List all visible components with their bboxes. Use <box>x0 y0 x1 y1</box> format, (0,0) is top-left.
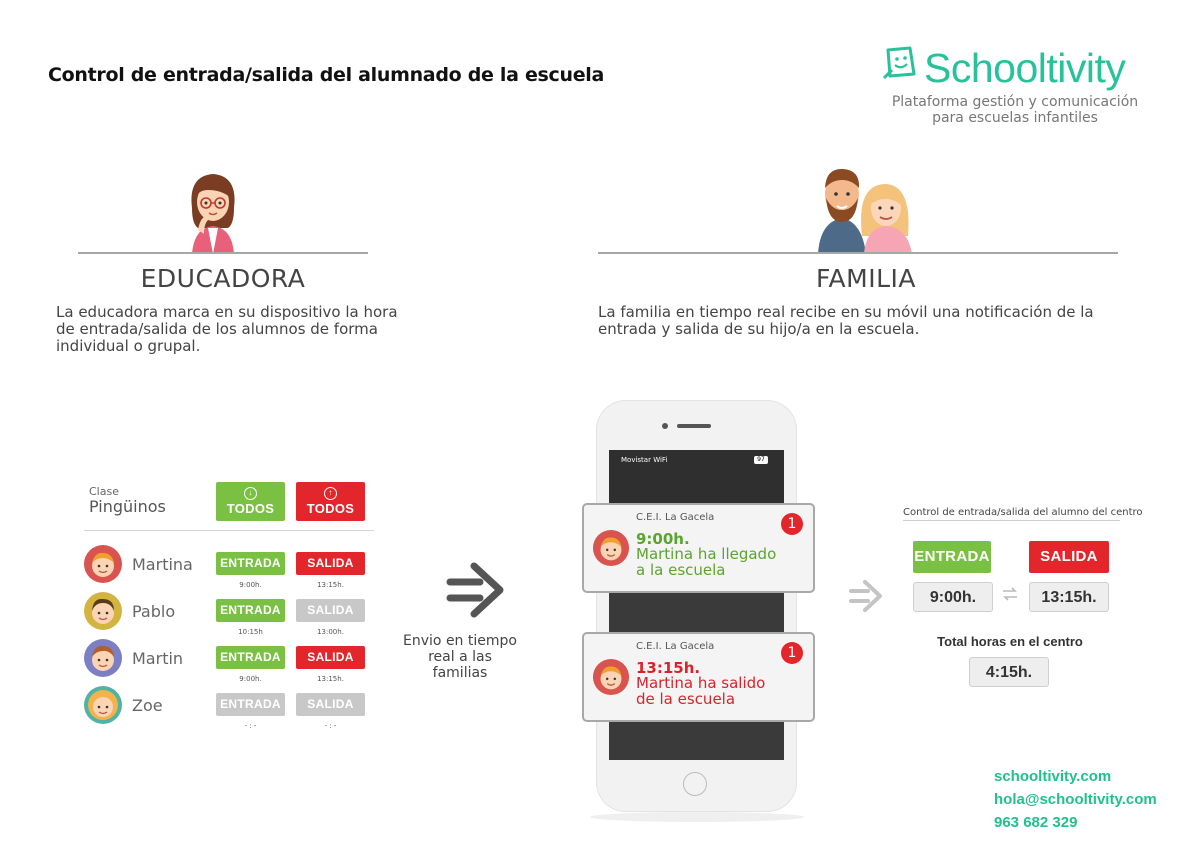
class-separator <box>84 530 374 531</box>
student-avatar <box>83 685 123 725</box>
arrow-up-icon: ↑ <box>324 487 337 500</box>
student-name: Pablo <box>132 602 176 621</box>
entry-button[interactable]: ENTRADA <box>216 599 285 622</box>
arrow-right-light-icon <box>848 578 884 614</box>
exit-time: 13:00h. <box>317 628 344 636</box>
summary-divider <box>903 520 1120 521</box>
carrier-label: Movistar WiFi <box>621 456 668 464</box>
exit-button[interactable]: SALIDA <box>296 599 365 622</box>
student-name: Martina <box>132 555 193 574</box>
educadora-description <box>56 304 416 355</box>
all-exit-button[interactable] <box>296 482 365 521</box>
exit-time: - : - <box>324 722 337 730</box>
educadora-desc-line: de entrada/salida de los alumnos de forma <box>56 320 378 338</box>
summary-title: Control de entrada/salida del alumno del centro <box>903 507 1143 518</box>
entry-time: - : - <box>244 722 257 730</box>
educadora-illustration <box>186 168 240 254</box>
all-entry-button[interactable] <box>216 482 285 521</box>
notification-line: Martina ha salido <box>636 674 766 692</box>
educadora-title: EDUCADORA <box>140 264 306 293</box>
exit-button[interactable]: SALIDA <box>296 646 365 669</box>
page-title: Control de entrada/salida del alumnado de la escuela <box>48 64 605 86</box>
notification-time: 13:15h. <box>636 659 701 677</box>
send-label-line: real a las familias <box>428 649 492 681</box>
brand-tagline <box>870 94 1160 126</box>
educadora-desc-line: individual o grupal. <box>56 337 201 355</box>
contact-email[interactable]: hola@schooltivity.com <box>994 791 1157 808</box>
entry-time: 10:15h <box>238 628 263 636</box>
notification-school: C.E.I. La Gacela <box>636 641 715 652</box>
familia-desc-line: entrada y salida de su hijo/a en la escuela. <box>598 320 920 338</box>
notification-line: a la escuela <box>636 561 726 579</box>
all-entry-label: TODOS <box>226 501 275 516</box>
arrow-down-icon: ↓ <box>244 487 257 500</box>
speaker-grille <box>677 424 711 428</box>
tagline-line-2: para escuelas infantiles <box>932 110 1098 126</box>
home-button[interactable] <box>683 772 707 796</box>
notification-school: C.E.I. La Gacela <box>636 512 715 523</box>
class-label: Clase <box>89 485 119 498</box>
summary-exit-label: SALIDA <box>1029 541 1109 573</box>
notification-time: 9:00h. <box>636 530 690 548</box>
schooltivity-logo-icon <box>880 44 920 84</box>
notification-message <box>636 675 796 707</box>
class-name: Pingüinos <box>89 497 166 516</box>
student-avatar <box>83 544 123 584</box>
brand-name: Schooltivity <box>924 45 1126 91</box>
camera-icon <box>662 423 668 429</box>
send-label-line: Envio en tiempo <box>403 633 517 649</box>
summary-entry-time: 9:00h. <box>913 582 993 612</box>
notification-line: Martina ha llegado <box>636 545 777 563</box>
student-avatar <box>83 591 123 631</box>
student-avatar <box>83 638 123 678</box>
familia-illustration <box>816 166 914 254</box>
contact-phone[interactable]: 963 682 329 <box>994 814 1078 831</box>
phone-shadow <box>590 812 804 822</box>
arrow-right-icon <box>446 560 506 620</box>
summary-exit-time: 13:15h. <box>1029 582 1109 612</box>
notification-exit[interactable] <box>582 632 815 722</box>
battery-icon: 97 <box>754 456 768 464</box>
notification-badge: 1 <box>781 642 803 664</box>
exit-time: 13:15h. <box>317 675 344 683</box>
exit-time: 13:15h. <box>317 581 344 589</box>
entry-button[interactable]: ENTRADA <box>216 552 285 575</box>
student-avatar <box>592 658 630 696</box>
notification-line: de la escuela <box>636 690 736 708</box>
total-hours-label: Total horas en el centro <box>937 634 1083 649</box>
educadora-divider <box>78 252 368 254</box>
notification-message <box>636 546 796 578</box>
tagline-line-1: Plataforma gestión y comunicación <box>891 94 1139 110</box>
entry-time: 9:00h. <box>239 581 262 589</box>
entry-button[interactable]: ENTRADA <box>216 693 285 716</box>
entry-time: 9:00h. <box>239 675 262 683</box>
student-name: Martin <box>132 649 184 668</box>
familia-desc-line: La familia en tiempo real recibe en su móvil una notificación de la <box>598 303 1094 321</box>
entry-button[interactable]: ENTRADA <box>216 646 285 669</box>
exit-button[interactable]: SALIDA <box>296 552 365 575</box>
summary-entry-label: ENTRADA <box>913 541 991 573</box>
contact-website[interactable]: schooltivity.com <box>994 768 1112 785</box>
all-exit-label: TODOS <box>306 501 355 516</box>
familia-title: FAMILIA <box>815 264 917 293</box>
total-hours-value: 4:15h. <box>969 657 1049 687</box>
exit-button[interactable]: SALIDA <box>296 693 365 716</box>
swap-icon <box>1000 586 1020 602</box>
familia-description <box>598 304 1138 338</box>
notification-badge: 1 <box>781 513 803 535</box>
student-avatar <box>592 529 630 567</box>
notification-entry[interactable] <box>582 503 815 593</box>
familia-divider <box>598 252 1118 254</box>
send-realtime-label <box>400 633 520 681</box>
student-name: Zoe <box>132 696 163 715</box>
educadora-desc-line: La educadora marca en su dispositivo la hora <box>56 303 398 321</box>
